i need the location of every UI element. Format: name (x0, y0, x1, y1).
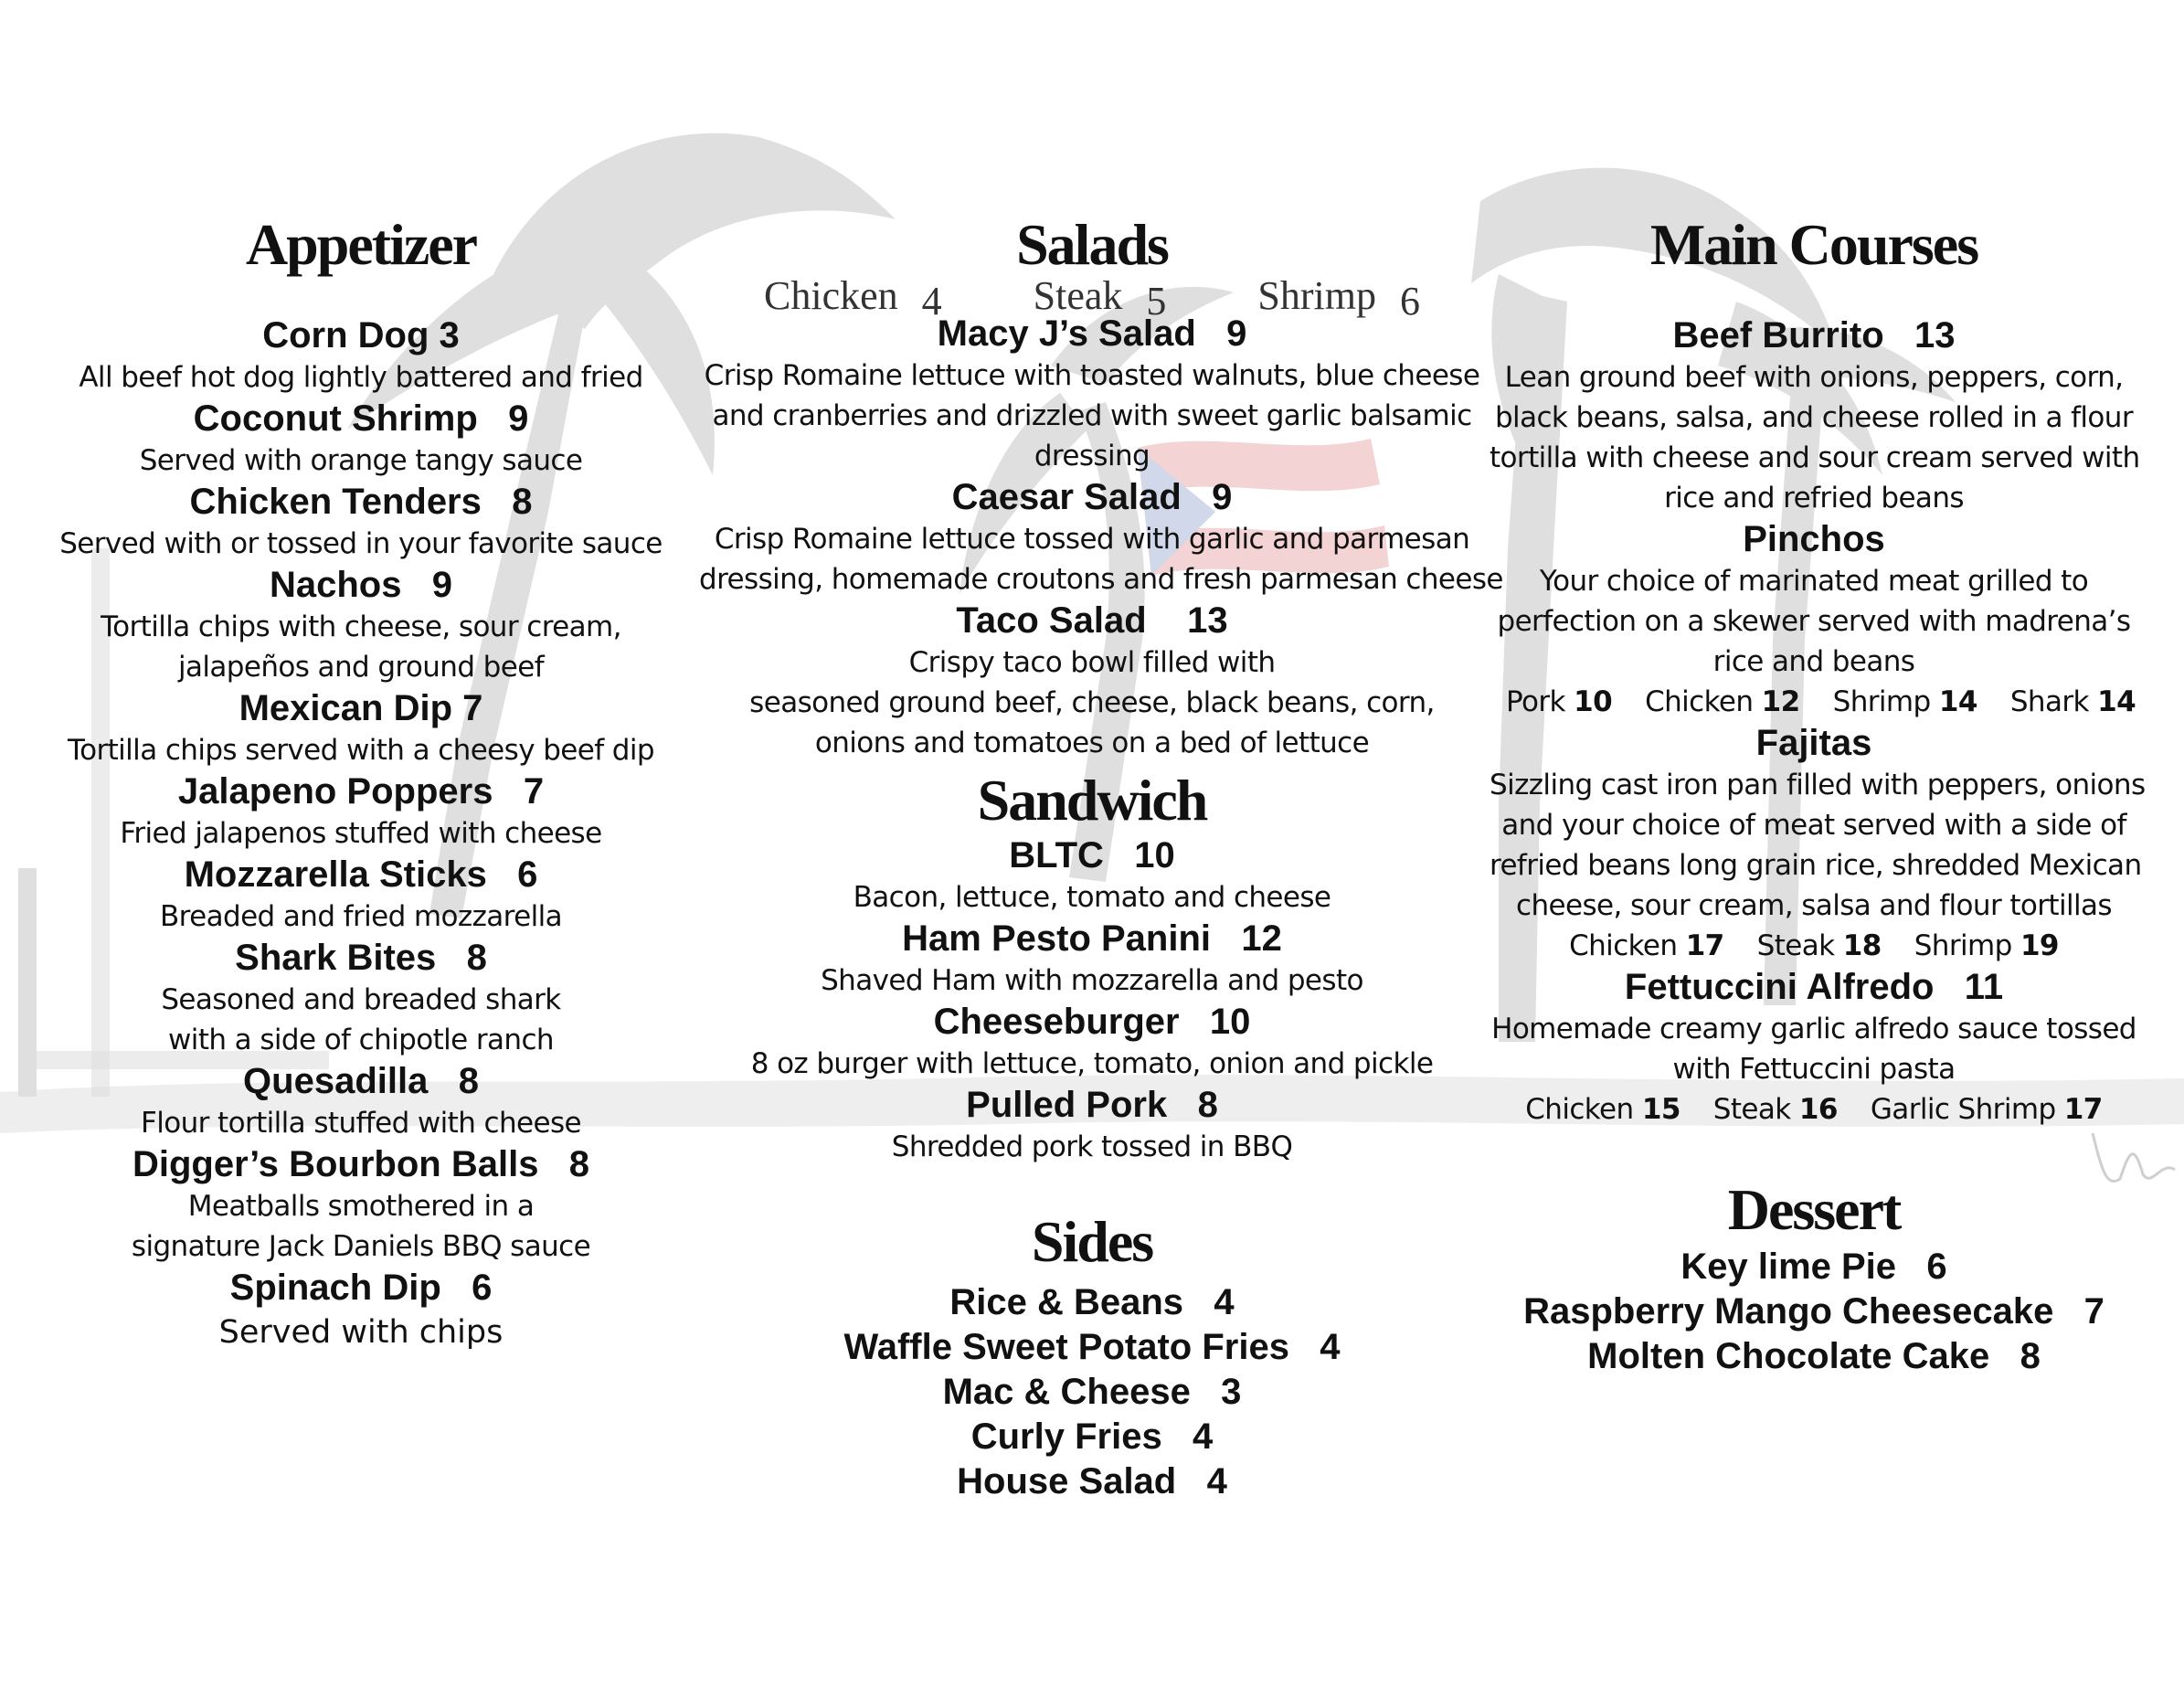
option-label: Chicken (1645, 685, 1754, 718)
main-courses-list (1490, 314, 2146, 1130)
description-line: rice and refried beans (1664, 482, 1964, 515)
meat-option (1833, 685, 1977, 718)
menu-item-description (50, 524, 672, 564)
meat-option (1757, 929, 1882, 962)
addon-price: 6 (1399, 279, 1420, 324)
menu-item: Rice & Beans 4 (949, 1282, 1235, 1322)
menu-item-name: Taco Salad 13 (956, 600, 1228, 641)
menu-item-description (1490, 561, 2138, 682)
menu-item-name: Shark Bites 8 (235, 938, 487, 978)
meat-option (1525, 1093, 1680, 1126)
option-label: Chicken (1525, 1093, 1634, 1126)
menu-item-name: Ham Pesto Panini 12 (902, 918, 1282, 959)
description-line: Flour tortilla stuffed with cheese (140, 1107, 582, 1140)
addon-price: 4 (921, 279, 942, 324)
option-label: Shrimp (1832, 685, 1931, 718)
description-line: Fried jalapenos stuffed with cheese (120, 817, 602, 850)
sandwich-list (699, 834, 1485, 1167)
menu-item-name: Fettuccini Alfredo 11 (1624, 967, 2004, 1007)
option-price: 18 (1842, 929, 1882, 962)
option-label: Chicken (1569, 929, 1678, 962)
meat-option (1871, 1093, 2103, 1126)
description-line: Sizzling cast iron pan filled with peppers, onions (1490, 769, 2146, 801)
description-line: tortilla with cheese and sour cream served with (1490, 441, 2140, 474)
menu-item-description (50, 980, 672, 1060)
salad-addon (1033, 273, 1167, 324)
menu-item-description (699, 877, 1485, 918)
description-line: dressing (1034, 440, 1150, 472)
meat-option (1713, 1093, 1838, 1126)
menu-item-description (699, 519, 1503, 599)
menu-item-description (50, 1310, 672, 1355)
option-price: 15 (1641, 1093, 1680, 1126)
sides-list (699, 1280, 1485, 1504)
description-line: Shredded pork tossed in BBQ (891, 1130, 1293, 1163)
menu-item-name: Corn Dog 3 (262, 315, 460, 355)
meat-option (1645, 685, 1800, 718)
menu-item-description (50, 730, 672, 770)
menu-item: Raspberry Mango Cheesecake 7 (1523, 1291, 2104, 1332)
menu-item-name: Pulled Pork 8 (966, 1085, 1218, 1125)
description-line: and cranberries and drizzled with sweet garlic balsamic (712, 399, 1472, 432)
menu-item-description (699, 355, 1485, 476)
description-line: Tortilla chips served with a cheesy beef dip (68, 734, 654, 767)
description-line: refried beans long grain rice, shredded Mexican (1490, 849, 2142, 882)
menu-item-name: Digger’s Bourbon Balls 8 (132, 1144, 590, 1184)
salad-addon (1257, 273, 1420, 324)
sides-title: Sides (1031, 1209, 1153, 1274)
menu-item-description (699, 1127, 1485, 1167)
menu-item-description (50, 607, 672, 687)
option-label: Shark (2009, 685, 2089, 718)
addon-price: 5 (1146, 279, 1167, 324)
description-line: Tortilla chips with cheese, sour cream, (101, 610, 621, 643)
menu-item-description (50, 440, 672, 481)
description-line: Homemade creamy garlic alfredo sauce tossed (1491, 1013, 2136, 1045)
description-line: onions and tomatoes on a bed of lettuce (814, 727, 1370, 759)
description-line: signature Jack Daniels BBQ sauce (131, 1230, 591, 1263)
option-price: 19 (2020, 929, 2059, 962)
meat-option (1569, 929, 1724, 962)
middle-column (699, 208, 1503, 1504)
description-line: Bacon, lettuce, tomato and cheese (853, 881, 1331, 914)
option-label: Steak (1756, 929, 1835, 962)
menu-item-description (1490, 765, 2146, 926)
description-line: Seasoned and breaded shark (161, 983, 561, 1016)
description-line: and your choice of meat served with a side of (1501, 809, 2126, 842)
description-line: black beans, salsa, and cheese rolled in a flour (1494, 401, 2133, 434)
menu-item-description (50, 897, 672, 937)
menu-item-name: Mexican Dip 7 (239, 688, 483, 728)
option-price: 12 (1761, 685, 1800, 718)
option-label: Pork (1506, 685, 1565, 718)
description-line: with a side of chipotle ranch (168, 1024, 554, 1056)
menu-item: Mac & Cheese 3 (942, 1372, 1242, 1412)
addon-label: Steak (1033, 273, 1123, 318)
menu-item-description (50, 357, 672, 398)
option-price: 17 (2063, 1093, 2103, 1126)
meat-option (2010, 685, 2136, 718)
salads-list (699, 313, 1503, 763)
menu-item-name: Spinach Dip 6 (229, 1268, 493, 1308)
menu-item-name: Chicken Tenders 8 (189, 482, 533, 522)
appetizer-title: Appetizer (245, 212, 477, 277)
description-line: 8 oz burger with lettuce, tomato, onion and pickle (750, 1047, 1434, 1080)
description-line: rice and beans (1712, 645, 1915, 678)
meat-options (1490, 682, 2138, 722)
option-label: Steak (1712, 1093, 1791, 1126)
addon-label: Chicken (764, 273, 898, 318)
salads-title: Salads (1016, 212, 1168, 277)
description-line: Served with chips (218, 1314, 504, 1351)
description-line: Lean ground beef with onions, peppers, corn, (1504, 361, 2124, 394)
dessert-title: Dessert (1727, 1177, 1901, 1242)
menu-item-name: Mozzarella Sticks 6 (184, 854, 538, 895)
menu-item-description (1490, 357, 2138, 518)
menu-item-name: Fajitas (1755, 723, 1872, 763)
description-line: dressing, homemade croutons and fresh parmesan cheese (699, 563, 1503, 596)
menu-item-name: BLTC 10 (1009, 835, 1175, 875)
menu-item-description (50, 1103, 672, 1143)
option-price: 14 (2097, 685, 2136, 718)
meat-options (1490, 926, 2138, 966)
menu-item-name: Nachos 9 (269, 565, 453, 605)
menu-item-name: Pinchos (1743, 519, 1885, 559)
option-label: Garlic Shrimp (1870, 1093, 2056, 1126)
description-line: Shaved Ham with mozzarella and pesto (821, 964, 1363, 997)
menu-item-name: Coconut Shrimp 9 (193, 398, 529, 439)
description-line: Your choice of marinated meat grilled to (1539, 565, 2089, 598)
appetizer-section (50, 208, 672, 1355)
menu-item-description (699, 1044, 1485, 1084)
menu-item: Curly Fries 4 (970, 1416, 1214, 1457)
option-label: Shrimp (1914, 929, 2012, 962)
main-courses-title: Main Courses (1649, 212, 1978, 277)
description-line: jalapeños and ground beef (177, 651, 545, 684)
description-line: Served with orange tangy sauce (139, 444, 583, 477)
menu-item: Waffle Sweet Potato Fries 4 (843, 1327, 1341, 1367)
option-price: 17 (1685, 929, 1724, 962)
main-courses-section (1490, 208, 2146, 1379)
description-line: Crispy taco bowl filled with (908, 646, 1276, 679)
description-line: Crisp Romaine lettuce tossed with garlic and parmesan (714, 523, 1470, 556)
dessert-list (1490, 1245, 2138, 1379)
menu-item: Key lime Pie 6 (1680, 1247, 1947, 1287)
menu-item-description (50, 813, 672, 854)
menu-item-description (50, 1186, 672, 1267)
salad-addon (764, 273, 942, 324)
description-line: Breaded and fried mozzarella (160, 900, 562, 933)
description-line: seasoned ground beef, cheese, black beans, corn, (749, 686, 1435, 719)
description-line: Served with or tossed in your favorite sauce (59, 527, 663, 560)
menu-item-name: Jalapeno Poppers 7 (177, 771, 545, 812)
menu-item-name: Quesadilla 8 (243, 1061, 479, 1101)
addon-label: Shrimp (1257, 273, 1376, 318)
description-line: Crisp Romaine lettuce with toasted walnuts, blue cheese (704, 359, 1480, 392)
description-line: cheese, sour cream, salsa and flour tortillas (1516, 889, 2112, 922)
option-price: 14 (1938, 685, 1977, 718)
menu-item-description (699, 960, 1485, 1001)
menu-item-description (1490, 1009, 2138, 1089)
appetizer-list (50, 314, 672, 1355)
sandwich-title: Sandwich (977, 768, 1207, 833)
menu-item-name: Beef Burrito 13 (1672, 315, 1956, 355)
meat-option (1506, 685, 1612, 718)
meat-option (1914, 929, 2059, 962)
menu-item-name: Macy J’s Salad 9 (937, 313, 1247, 354)
option-price: 16 (1798, 1093, 1838, 1126)
menu-item: House Salad 4 (957, 1461, 1227, 1501)
meat-options (1490, 1089, 2138, 1130)
menu-item-description (699, 642, 1485, 763)
menu-item-name: Caesar Salad 9 (951, 477, 1233, 517)
description-line: perfection on a skewer served with madrena’s (1497, 605, 2131, 638)
description-line: Meatballs smothered in a (187, 1190, 535, 1223)
description-line: All beef hot dog lightly battered and fried (79, 361, 643, 394)
menu-item-name: Cheeseburger 10 (933, 1002, 1251, 1042)
description-line: with Fettuccini pasta (1672, 1053, 1956, 1086)
menu-item: Molten Chocolate Cake 8 (1587, 1336, 2041, 1376)
option-price: 10 (1574, 685, 1613, 718)
